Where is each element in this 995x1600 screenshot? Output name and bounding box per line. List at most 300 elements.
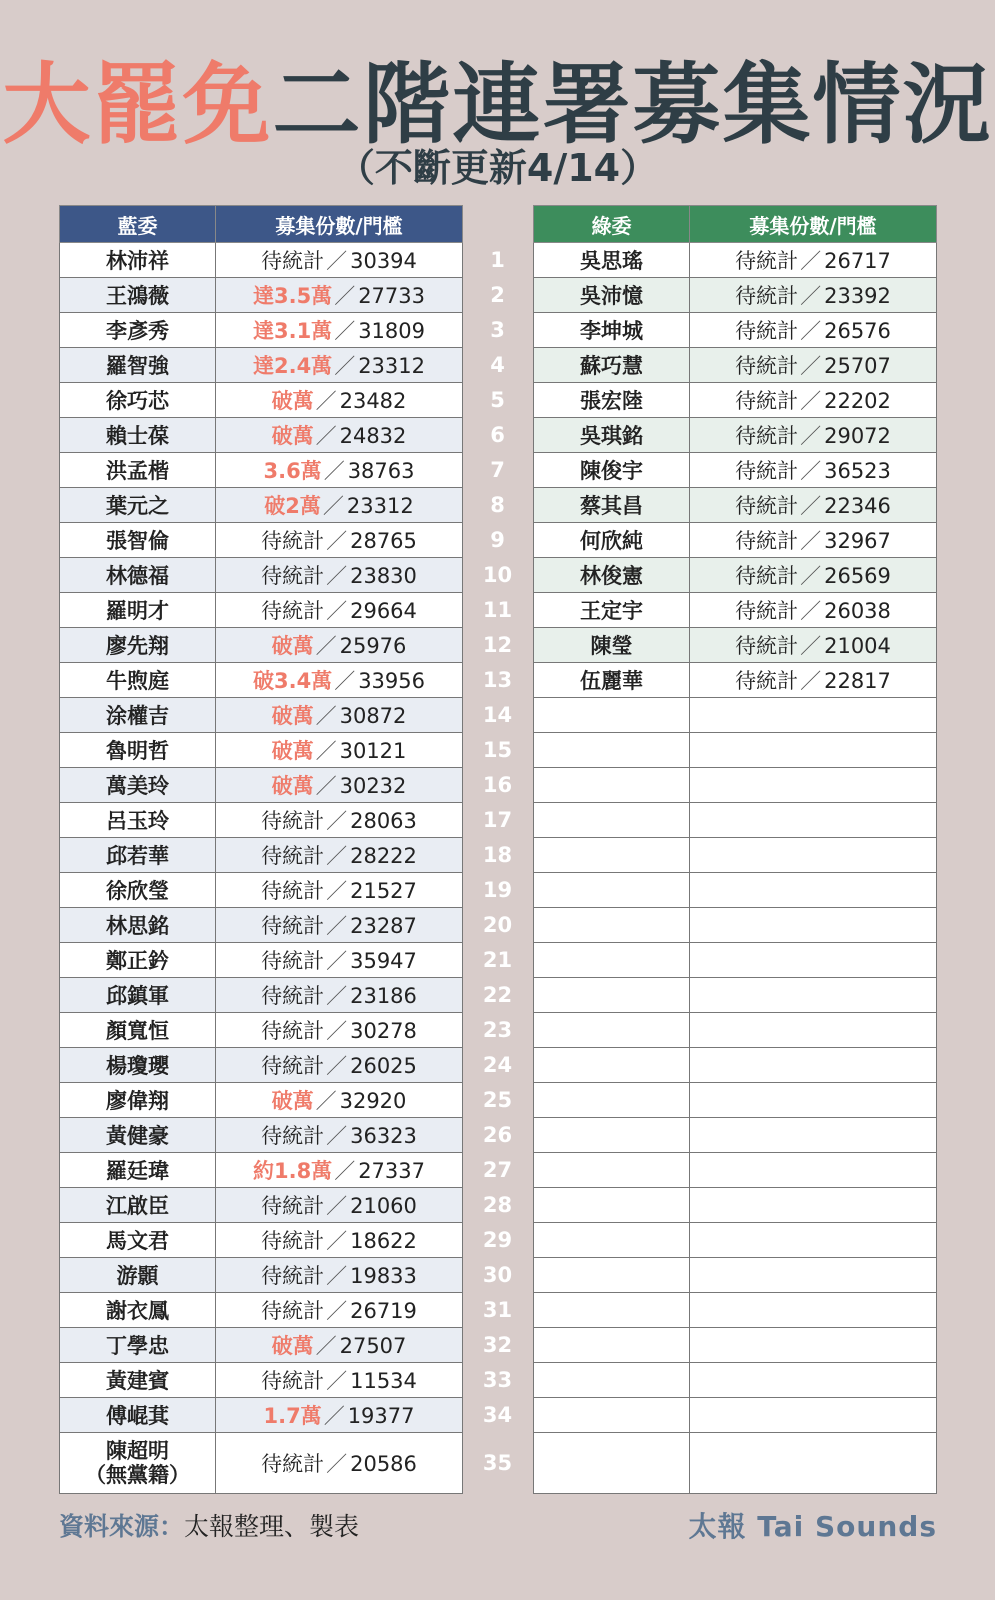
blue-legislators-table	[59, 205, 463, 1494]
threshold-value: 25707	[824, 354, 891, 378]
collection-status: 破3.4萬	[252, 669, 333, 693]
blue-count-cell	[216, 838, 463, 873]
blue-count-cell	[216, 1433, 463, 1494]
collection-status: 待統計	[261, 844, 325, 868]
blue-name-cell	[60, 1328, 216, 1363]
legislator-name: 徐欣瑩	[106, 879, 169, 903]
legislator-name: 陳俊宇	[580, 459, 643, 483]
blue-name-cell	[60, 908, 216, 943]
threshold-value: 29664	[350, 599, 417, 623]
green-count-cell	[690, 1118, 937, 1153]
table-row	[534, 523, 937, 558]
blue-count-cell	[216, 768, 463, 803]
green-name-cell	[534, 1293, 690, 1328]
separator: ／	[315, 774, 337, 798]
table-row	[60, 278, 463, 313]
table-row	[60, 873, 463, 908]
threshold-value: 27337	[358, 1159, 425, 1183]
blue-name-cell	[60, 1433, 216, 1494]
green-count-cell	[690, 628, 937, 663]
blue-name-cell	[60, 1293, 216, 1328]
green-count-cell	[690, 768, 937, 803]
separator: ／	[326, 1019, 348, 1043]
blue-count-cell	[216, 1363, 463, 1398]
blue-name-cell	[60, 488, 216, 523]
table-row	[534, 663, 937, 698]
legislator-name: 林思銘	[106, 914, 169, 938]
legislator-name: 何欣純	[580, 529, 643, 553]
collection-status: 待統計	[261, 949, 325, 973]
threshold-value: 21060	[350, 1194, 417, 1218]
green-count-cell	[690, 908, 937, 943]
green-name-cell	[534, 523, 690, 558]
legislator-name: 涂權吉	[106, 704, 169, 728]
threshold-value: 26719	[350, 1299, 417, 1323]
threshold-value: 29072	[824, 424, 891, 448]
green-name-cell	[534, 873, 690, 908]
green-count-cell	[690, 523, 937, 558]
separator: ／	[800, 459, 822, 483]
collection-status: 待統計	[261, 1019, 325, 1043]
green-count-cell	[690, 313, 937, 348]
separator: ／	[322, 494, 344, 518]
separator: ／	[326, 1299, 348, 1323]
row-number: 16	[482, 772, 513, 797]
row-number: 3	[490, 317, 505, 342]
table-row	[534, 558, 937, 593]
table-row	[534, 1258, 937, 1293]
threshold-value: 30872	[339, 704, 407, 728]
separator: ／	[800, 494, 822, 518]
threshold-value: 26717	[824, 249, 891, 273]
legislator-name: 李坤城	[580, 319, 643, 343]
table-row	[60, 243, 463, 278]
threshold-value: 19833	[350, 1264, 417, 1288]
table-row	[534, 313, 937, 348]
collection-status: 達2.4萬	[252, 354, 333, 378]
threshold-value: 23830	[350, 564, 417, 588]
row-number: 18	[482, 842, 513, 867]
threshold-value: 33956	[358, 669, 425, 693]
legislator-name: 張宏陸	[580, 389, 643, 413]
green-name-cell	[534, 803, 690, 838]
table-row	[534, 1328, 937, 1363]
green-name-cell	[534, 908, 690, 943]
table-row	[534, 1188, 937, 1223]
row-number-column	[462, 243, 533, 1494]
blue-count-cell	[216, 1258, 463, 1293]
table-row	[60, 768, 463, 803]
separator: ／	[800, 634, 822, 658]
table-row	[60, 978, 463, 1013]
legislator-name: 楊瓊瓔	[106, 1054, 169, 1078]
collection-status: 待統計	[735, 669, 799, 693]
row-number: 6	[490, 422, 505, 447]
legislator-name: 黃建賓	[106, 1369, 169, 1393]
threshold-value: 11534	[350, 1369, 417, 1393]
separator: ／	[800, 319, 822, 343]
legislator-name: 伍麗華	[580, 669, 643, 693]
blue-count-cell	[216, 663, 463, 698]
separator: ／	[800, 389, 822, 413]
blue-name-cell	[60, 243, 216, 278]
separator: ／	[800, 529, 822, 553]
source-label: 資料來源：	[59, 1512, 185, 1541]
green-header-count: 募集份數/門檻	[690, 206, 937, 243]
table-row	[534, 278, 937, 313]
separator: ／	[326, 599, 348, 623]
threshold-value: 26569	[824, 564, 891, 588]
blue-name-cell	[60, 1223, 216, 1258]
blue-count-cell	[216, 698, 463, 733]
collection-status: 待統計	[261, 599, 325, 623]
threshold-value: 21527	[350, 879, 417, 903]
table-row	[60, 1363, 463, 1398]
row-number: 2	[490, 282, 505, 307]
table-row	[534, 1293, 937, 1328]
table-row	[534, 908, 937, 943]
table-row	[60, 1258, 463, 1293]
blue-count-cell	[216, 593, 463, 628]
separator: ／	[326, 809, 348, 833]
blue-name-cell	[60, 873, 216, 908]
row-number: 20	[482, 912, 513, 937]
legislator-name: 林俊憲	[580, 564, 643, 588]
row-number: 25	[482, 1087, 513, 1112]
collection-status: 待統計	[735, 459, 799, 483]
blue-count-cell	[216, 1013, 463, 1048]
table-row	[60, 733, 463, 768]
legislator-name: 鄭正鈐	[106, 949, 169, 973]
blue-name-cell	[60, 1153, 216, 1188]
blue-count-cell	[216, 978, 463, 1013]
row-number: 32	[482, 1332, 513, 1357]
legislator-name: 徐巧芯	[106, 389, 169, 413]
green-count-cell	[690, 488, 937, 523]
collection-status: 待統計	[261, 1369, 325, 1393]
green-count-cell	[690, 383, 937, 418]
green-name-cell	[534, 838, 690, 873]
green-count-cell	[690, 558, 937, 593]
separator: ／	[323, 1404, 345, 1428]
collection-status: 待統計	[735, 599, 799, 623]
collection-status: 待統計	[261, 809, 325, 833]
threshold-value: 23312	[358, 354, 425, 378]
row-number: 26	[482, 1122, 513, 1147]
row-number: 30	[482, 1262, 513, 1287]
separator: ／	[800, 424, 822, 448]
green-name-cell	[534, 488, 690, 523]
separator: ／	[800, 669, 822, 693]
separator: ／	[326, 529, 348, 553]
table-row	[60, 418, 463, 453]
brand-logo-text: 太報 Tai Sounds	[688, 1510, 937, 1543]
table-row	[534, 418, 937, 453]
separator: ／	[326, 949, 348, 973]
table-row	[60, 1048, 463, 1083]
collection-status: 待統計	[735, 389, 799, 413]
legislator-name: 游顥	[116, 1264, 159, 1288]
collection-status: 待統計	[261, 1054, 325, 1078]
table-row	[534, 628, 937, 663]
collection-status: 破萬	[271, 424, 314, 448]
row-number: 33	[482, 1367, 513, 1392]
table-row	[534, 1013, 937, 1048]
table-row	[60, 488, 463, 523]
row-number: 31	[482, 1297, 513, 1322]
collection-status: 待統計	[735, 529, 799, 553]
threshold-value: 26038	[824, 599, 891, 623]
table-row	[60, 908, 463, 943]
legislator-name: 丁學忠	[106, 1334, 169, 1358]
separator: ／	[800, 599, 822, 623]
collection-status: 待統計	[261, 879, 325, 903]
green-count-cell	[690, 803, 937, 838]
collection-status: 待統計	[261, 564, 325, 588]
green-count-cell	[690, 1083, 937, 1118]
table-row	[60, 628, 463, 663]
legislator-name: 羅明才	[106, 599, 169, 623]
blue-name-cell	[60, 1118, 216, 1153]
blue-name-cell	[60, 1083, 216, 1118]
blue-header-name: 藍委	[60, 206, 216, 243]
threshold-value: 30394	[350, 249, 417, 273]
blue-name-cell	[60, 1258, 216, 1293]
threshold-value: 24832	[339, 424, 407, 448]
green-count-cell	[690, 278, 937, 313]
legislator-name: 林沛祥	[106, 249, 169, 273]
separator: ／	[315, 704, 337, 728]
green-name-cell	[534, 558, 690, 593]
green-name-cell	[534, 768, 690, 803]
table-row	[534, 838, 937, 873]
legislator-name: 廖先翔	[106, 634, 169, 658]
green-count-cell	[690, 873, 937, 908]
collection-status: 破2萬	[264, 494, 321, 518]
green-header-name: 綠委	[534, 206, 690, 243]
separator: ／	[326, 1194, 348, 1218]
green-name-cell	[534, 733, 690, 768]
green-name-cell	[534, 418, 690, 453]
collection-status: 待統計	[261, 1299, 325, 1323]
blue-name-cell	[60, 768, 216, 803]
legislator-name: 陳超明	[106, 1439, 169, 1463]
table-row	[60, 838, 463, 873]
collection-status: 待統計	[735, 249, 799, 273]
blue-name-cell	[60, 663, 216, 698]
row-number: 21	[482, 947, 513, 972]
separator: ／	[326, 984, 348, 1008]
table-row	[60, 383, 463, 418]
green-count-cell	[690, 838, 937, 873]
green-count-cell	[690, 1398, 937, 1433]
row-number: 1	[490, 247, 505, 272]
collection-status: 待統計	[261, 984, 325, 1008]
blue-name-cell	[60, 313, 216, 348]
separator: ／	[334, 1159, 356, 1183]
green-name-cell	[534, 1013, 690, 1048]
green-name-cell	[534, 698, 690, 733]
separator: ／	[323, 459, 345, 483]
legislator-name: 蔡其昌	[580, 494, 643, 518]
green-name-cell	[534, 1258, 690, 1293]
green-name-cell	[534, 593, 690, 628]
legislator-name: 謝衣鳳	[106, 1299, 169, 1323]
threshold-value: 36323	[350, 1124, 417, 1148]
table-row	[60, 1188, 463, 1223]
table-row	[534, 1083, 937, 1118]
collection-status: 達3.5萬	[252, 284, 333, 308]
separator: ／	[326, 249, 348, 273]
table-row	[60, 558, 463, 593]
blue-name-cell	[60, 453, 216, 488]
green-count-cell	[690, 453, 937, 488]
legislator-name: 張智倫	[106, 529, 169, 553]
row-number: 15	[482, 737, 513, 762]
legislator-name: 洪孟楷	[106, 459, 169, 483]
row-number: 24	[482, 1052, 513, 1077]
table-row	[534, 698, 937, 733]
table-row	[534, 1223, 937, 1258]
green-name-cell	[534, 1048, 690, 1083]
table-row	[534, 383, 937, 418]
row-number: 13	[482, 667, 513, 692]
blue-name-cell	[60, 1013, 216, 1048]
green-count-cell	[690, 943, 937, 978]
separator: ／	[315, 389, 337, 413]
legislator-name: 吳沛憶	[580, 284, 643, 308]
green-name-cell	[534, 348, 690, 383]
table-row	[60, 943, 463, 978]
separator: ／	[334, 669, 356, 693]
table-row	[60, 698, 463, 733]
blue-name-cell	[60, 558, 216, 593]
blue-count-cell	[216, 1048, 463, 1083]
threshold-value: 31809	[358, 319, 425, 343]
collection-status: 待統計	[261, 249, 325, 273]
blue-count-cell	[216, 348, 463, 383]
row-number: 17	[482, 807, 513, 832]
legislator-name: 傅崐萁	[106, 1404, 169, 1428]
blue-name-cell	[60, 978, 216, 1013]
threshold-value: 28765	[350, 529, 417, 553]
blue-name-cell	[60, 1188, 216, 1223]
table-row	[534, 348, 937, 383]
blue-name-cell	[60, 523, 216, 558]
green-name-cell	[534, 943, 690, 978]
separator: ／	[326, 914, 348, 938]
collection-status: 待統計	[735, 564, 799, 588]
row-number: 28	[482, 1192, 513, 1217]
collection-status: 破萬	[271, 634, 314, 658]
table-row	[534, 943, 937, 978]
row-number: 27	[482, 1157, 513, 1182]
separator: ／	[315, 1334, 337, 1358]
collection-status: 約1.8萬	[252, 1159, 333, 1183]
threshold-value: 23312	[346, 494, 414, 518]
green-count-cell	[690, 418, 937, 453]
source-credit	[59, 1510, 359, 1544]
collection-status: 待統計	[261, 529, 325, 553]
green-count-cell	[690, 1258, 937, 1293]
table-row	[534, 1363, 937, 1398]
legislator-name: 羅廷瑋	[106, 1159, 169, 1183]
green-count-cell	[690, 1188, 937, 1223]
collection-status: 待統計	[261, 1124, 325, 1148]
row-number: 5	[490, 387, 505, 412]
green-count-cell	[690, 1293, 937, 1328]
legislator-name: 邱鎮軍	[106, 984, 169, 1008]
legislator-name: 葉元之	[106, 494, 169, 518]
threshold-value: 22202	[824, 389, 891, 413]
legislator-name: 牛煦庭	[106, 669, 169, 693]
green-name-cell	[534, 1363, 690, 1398]
table-row	[534, 1048, 937, 1083]
table-row	[60, 1223, 463, 1258]
row-number: 4	[490, 352, 505, 377]
green-name-cell	[534, 243, 690, 278]
table-row	[534, 1118, 937, 1153]
blue-name-cell	[60, 1363, 216, 1398]
table-row	[60, 1153, 463, 1188]
table-row	[534, 978, 937, 1013]
blue-name-cell	[60, 1048, 216, 1083]
threshold-value: 21004	[824, 634, 891, 658]
green-name-cell	[534, 313, 690, 348]
table-row	[60, 1293, 463, 1328]
legislator-name: 賴士葆	[106, 424, 169, 448]
row-number: 29	[482, 1227, 513, 1252]
row-number: 19	[482, 877, 513, 902]
threshold-value: 22817	[824, 669, 891, 693]
blue-count-cell	[216, 1398, 463, 1433]
legislator-name: 呂玉玲	[106, 809, 169, 833]
row-number: 7	[490, 457, 505, 482]
legislator-name: 蘇巧慧	[580, 354, 643, 378]
separator: ／	[315, 1089, 337, 1113]
table-row	[60, 348, 463, 383]
green-name-cell	[534, 1188, 690, 1223]
table-row	[60, 1433, 463, 1494]
separator: ／	[334, 354, 356, 378]
green-name-cell	[534, 1083, 690, 1118]
threshold-value: 28222	[350, 844, 417, 868]
row-number: 14	[482, 702, 513, 727]
green-legislators-table	[533, 205, 937, 1494]
green-name-cell	[534, 383, 690, 418]
blue-name-cell	[60, 418, 216, 453]
collection-status: 待統計	[735, 354, 799, 378]
blue-count-cell	[216, 558, 463, 593]
separator: ／	[334, 284, 356, 308]
legislator-name: 李彥秀	[106, 319, 169, 343]
blue-count-cell	[216, 488, 463, 523]
threshold-value: 23392	[824, 284, 891, 308]
green-count-cell	[690, 1223, 937, 1258]
legislator-name: 陳瑩	[590, 634, 633, 658]
threshold-value: 25976	[339, 634, 407, 658]
separator: ／	[326, 1054, 348, 1078]
legislator-name: 羅智強	[106, 354, 169, 378]
blue-count-cell	[216, 1328, 463, 1363]
table-row	[60, 453, 463, 488]
green-name-cell	[534, 1118, 690, 1153]
blue-count-cell	[216, 1083, 463, 1118]
separator: ／	[800, 284, 822, 308]
threshold-value: 26025	[350, 1054, 417, 1078]
threshold-value: 30232	[339, 774, 407, 798]
legislator-name: 王鴻薇	[106, 284, 169, 308]
